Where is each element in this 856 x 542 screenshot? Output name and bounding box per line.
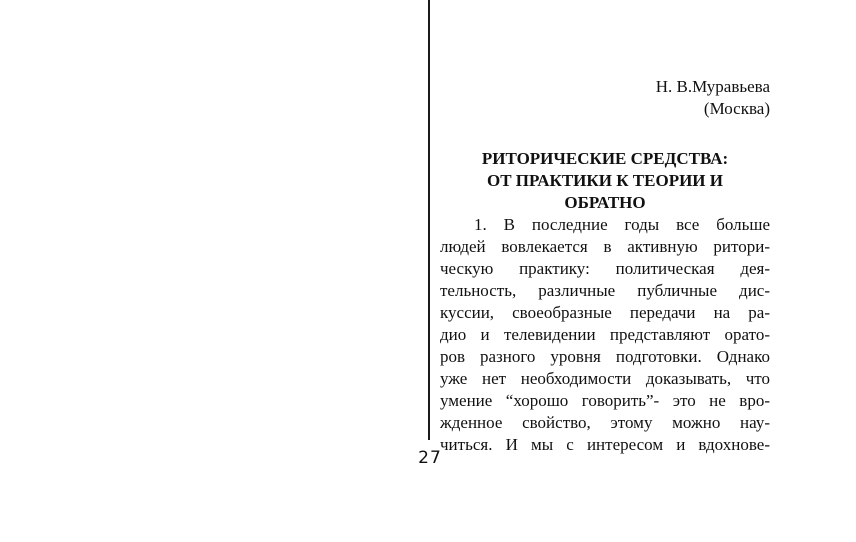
body-line: ров разного уровня подготовки. Однако xyxy=(440,347,770,366)
author-name: Н. В.Муравьева xyxy=(655,77,770,96)
body-line: 1. В последние годы все больше xyxy=(474,215,770,234)
body-line: читься. И мы с интересом и вдохнове- xyxy=(440,435,770,454)
body-line: тельность, различные публичные дис- xyxy=(440,281,770,300)
body-line: ческую практику: политическая дея- xyxy=(440,259,770,278)
page-number: 27 xyxy=(418,448,442,468)
body-line: куссии, своеобразные передачи на ра- xyxy=(440,303,770,322)
body-line: жденное свойство, этому можно нау- xyxy=(440,413,770,432)
title-line: ОБРАТНО xyxy=(564,193,646,212)
author-block xyxy=(440,76,770,120)
article-title xyxy=(440,148,770,214)
title-line: ОТ ПРАКТИКИ К ТЕОРИИ И xyxy=(487,171,723,190)
gutter-divider-line xyxy=(428,0,430,440)
article-body xyxy=(440,214,770,456)
body-line: дио и телевидении представляют орато- xyxy=(440,325,770,344)
body-line: людей вовлекается в активную ритори- xyxy=(440,237,770,256)
body-line: умение “хорошо говорить”- это не вро- xyxy=(440,391,770,410)
title-line: РИТОРИЧЕСКИЕ СРЕДСТВА: xyxy=(481,149,729,168)
body-line: уже нет необходимости доказывать, что xyxy=(440,369,770,388)
author-city: (Москва) xyxy=(703,99,770,118)
article-column xyxy=(440,76,770,456)
